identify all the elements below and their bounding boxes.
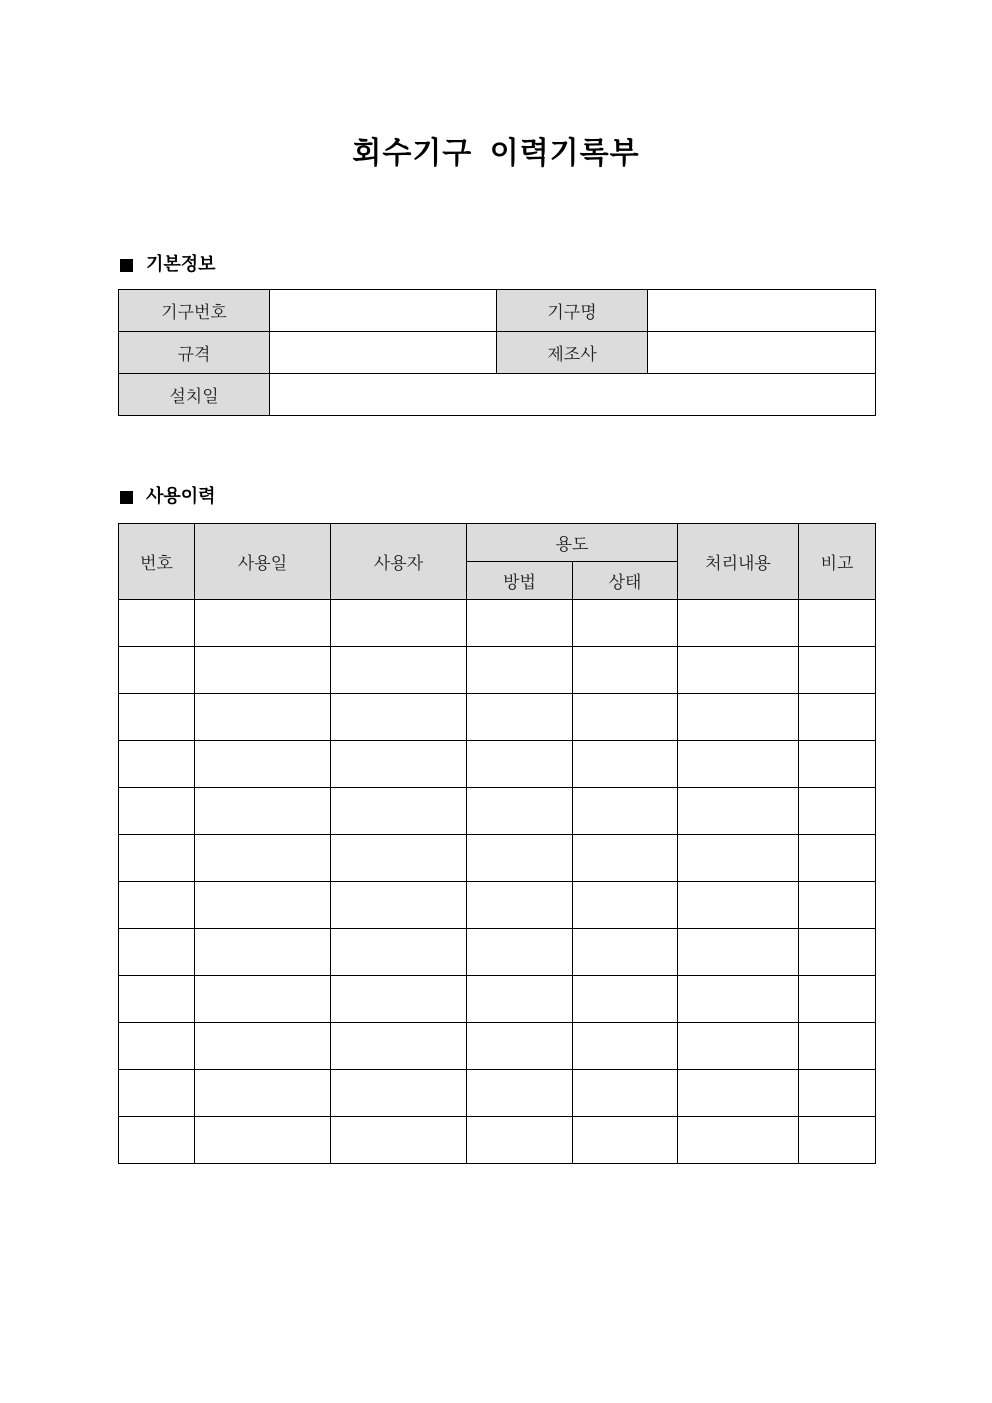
number-cell[interactable] — [119, 1070, 195, 1117]
table-row — [119, 976, 876, 1023]
table-row — [119, 600, 876, 647]
number-cell[interactable] — [119, 741, 195, 788]
use-date-cell[interactable] — [195, 600, 331, 647]
method-cell[interactable] — [467, 976, 573, 1023]
treatment-cell[interactable] — [678, 1070, 799, 1117]
table-row — [119, 1023, 876, 1070]
usage-history-body — [119, 600, 876, 1164]
method-cell[interactable] — [467, 788, 573, 835]
use-date-cell[interactable] — [195, 1023, 331, 1070]
use-date-cell[interactable] — [195, 1117, 331, 1164]
table-row — [119, 694, 876, 741]
table-row — [119, 882, 876, 929]
spec-field[interactable] — [270, 332, 497, 374]
user-cell[interactable] — [331, 929, 467, 976]
status-cell[interactable] — [573, 788, 678, 835]
use-date-cell[interactable] — [195, 976, 331, 1023]
status-cell[interactable] — [573, 741, 678, 788]
treatment-cell[interactable] — [678, 882, 799, 929]
method-cell[interactable] — [467, 741, 573, 788]
page-title: 회수기구 이력기록부 — [352, 136, 640, 171]
user-cell[interactable] — [331, 1070, 467, 1117]
number-cell[interactable] — [119, 694, 195, 741]
use-date-cell[interactable] — [195, 741, 331, 788]
table-row — [119, 374, 876, 416]
status-cell[interactable] — [573, 882, 678, 929]
column-header-use-date: 사용일 — [195, 524, 331, 600]
remarks-cell[interactable] — [799, 788, 876, 835]
method-cell[interactable] — [467, 647, 573, 694]
use-date-cell[interactable] — [195, 835, 331, 882]
tool-number-field[interactable] — [270, 290, 497, 332]
remarks-cell[interactable] — [799, 929, 876, 976]
treatment-cell[interactable] — [678, 976, 799, 1023]
status-cell[interactable] — [573, 929, 678, 976]
table-row — [119, 788, 876, 835]
column-header-remarks: 비고 — [799, 524, 876, 600]
table-row — [119, 290, 876, 332]
number-cell[interactable] — [119, 788, 195, 835]
treatment-cell[interactable] — [678, 647, 799, 694]
number-cell[interactable] — [119, 600, 195, 647]
table-row — [119, 1070, 876, 1117]
column-header-treatment: 처리내용 — [678, 524, 799, 600]
column-header-status: 상태 — [573, 562, 678, 600]
use-date-cell[interactable] — [195, 647, 331, 694]
status-cell[interactable] — [573, 835, 678, 882]
use-date-cell[interactable] — [195, 929, 331, 976]
treatment-cell[interactable] — [678, 1023, 799, 1070]
treatment-cell[interactable] — [678, 600, 799, 647]
table-row — [119, 1117, 876, 1164]
status-cell[interactable] — [573, 1023, 678, 1070]
install-date-label: 설치일 — [119, 374, 270, 416]
use-date-cell[interactable] — [195, 882, 331, 929]
column-header-method: 방법 — [467, 562, 573, 600]
status-cell[interactable] — [573, 1117, 678, 1164]
treatment-cell[interactable] — [678, 788, 799, 835]
method-cell[interactable] — [467, 929, 573, 976]
tool-name-field[interactable] — [648, 290, 876, 332]
user-cell[interactable] — [331, 741, 467, 788]
section-heading-basic-info — [119, 253, 216, 277]
square-bullet-icon — [120, 259, 133, 272]
treatment-cell[interactable] — [678, 694, 799, 741]
status-cell[interactable] — [573, 647, 678, 694]
user-cell[interactable] — [331, 694, 467, 741]
column-header-number: 번호 — [119, 524, 195, 600]
remarks-cell[interactable] — [799, 741, 876, 788]
method-cell[interactable] — [467, 1023, 573, 1070]
table-row — [119, 741, 876, 788]
table-row — [119, 332, 876, 374]
basic-info-table — [118, 289, 876, 416]
remarks-cell[interactable] — [799, 1070, 876, 1117]
user-cell[interactable] — [331, 1117, 467, 1164]
user-cell[interactable] — [331, 788, 467, 835]
number-cell[interactable] — [119, 929, 195, 976]
square-bullet-icon — [120, 491, 133, 504]
method-cell[interactable] — [467, 600, 573, 647]
number-cell[interactable] — [119, 882, 195, 929]
status-cell[interactable] — [573, 1070, 678, 1117]
number-cell[interactable] — [119, 1117, 195, 1164]
remarks-cell[interactable] — [799, 882, 876, 929]
remarks-cell[interactable] — [799, 976, 876, 1023]
user-cell[interactable] — [331, 882, 467, 929]
method-cell[interactable] — [467, 1070, 573, 1117]
column-header-purpose: 용도 — [467, 524, 678, 562]
user-cell[interactable] — [331, 647, 467, 694]
table-row — [119, 647, 876, 694]
user-cell[interactable] — [331, 976, 467, 1023]
manufacturer-field[interactable] — [648, 332, 876, 374]
user-cell[interactable] — [331, 600, 467, 647]
use-date-cell[interactable] — [195, 1070, 331, 1117]
status-cell[interactable] — [573, 976, 678, 1023]
remarks-cell[interactable] — [799, 835, 876, 882]
table-header-row — [119, 524, 876, 562]
remarks-cell[interactable] — [799, 694, 876, 741]
usage-history-table — [118, 523, 876, 1164]
treatment-cell[interactable] — [678, 741, 799, 788]
section-heading-label: 기본정보 — [146, 254, 216, 275]
number-cell[interactable] — [119, 647, 195, 694]
remarks-cell[interactable] — [799, 1117, 876, 1164]
spec-label: 규격 — [119, 332, 270, 374]
use-date-cell[interactable] — [195, 788, 331, 835]
remarks-cell[interactable] — [799, 600, 876, 647]
section-heading-label: 사용이력 — [146, 486, 216, 507]
number-cell[interactable] — [119, 1023, 195, 1070]
number-cell[interactable] — [119, 835, 195, 882]
use-date-cell[interactable] — [195, 694, 331, 741]
method-cell[interactable] — [467, 882, 573, 929]
column-header-user: 사용자 — [331, 524, 467, 600]
tool-number-label: 기구번호 — [119, 290, 270, 332]
method-cell[interactable] — [467, 1117, 573, 1164]
manufacturer-label: 제조사 — [497, 332, 648, 374]
section-heading-usage-history — [119, 485, 216, 509]
user-cell[interactable] — [331, 835, 467, 882]
treatment-cell[interactable] — [678, 1117, 799, 1164]
treatment-cell[interactable] — [678, 835, 799, 882]
remarks-cell[interactable] — [799, 647, 876, 694]
status-cell[interactable] — [573, 600, 678, 647]
user-cell[interactable] — [331, 1023, 467, 1070]
method-cell[interactable] — [467, 694, 573, 741]
treatment-cell[interactable] — [678, 929, 799, 976]
number-cell[interactable] — [119, 976, 195, 1023]
remarks-cell[interactable] — [799, 1023, 876, 1070]
status-cell[interactable] — [573, 694, 678, 741]
install-date-field[interactable] — [270, 374, 876, 416]
tool-name-label: 기구명 — [497, 290, 648, 332]
table-row — [119, 835, 876, 882]
method-cell[interactable] — [467, 835, 573, 882]
table-row — [119, 929, 876, 976]
